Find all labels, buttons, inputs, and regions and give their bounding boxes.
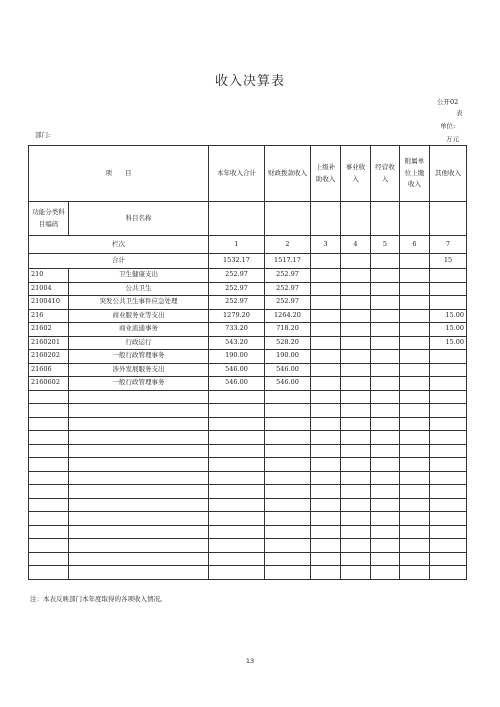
header-other: 其他收入 xyxy=(430,146,467,202)
total-label: 合计 xyxy=(29,254,209,269)
row-code: 2160202 xyxy=(29,350,69,364)
column-number: 7 xyxy=(430,236,467,254)
column-number: 1 xyxy=(209,236,265,254)
empty-row xyxy=(29,485,467,499)
empty-row xyxy=(29,539,467,553)
row-total-income: 733.20 xyxy=(209,323,265,337)
row-other-income xyxy=(430,282,467,296)
column-number: 5 xyxy=(371,236,400,254)
empty-row xyxy=(29,498,467,512)
row-subject-name: 公共卫生 xyxy=(69,282,209,296)
header-business: 事业收入 xyxy=(341,146,371,202)
form-suffix: 表 xyxy=(456,109,463,117)
empty-row xyxy=(29,512,467,526)
column-number: 3 xyxy=(311,236,341,254)
table-row xyxy=(29,296,467,310)
header-operating: 经营收入 xyxy=(371,146,400,202)
empty-row xyxy=(29,417,467,431)
row-fiscal-income: 252.97 xyxy=(265,269,311,283)
row-fiscal-income: 252.97 xyxy=(265,296,311,310)
table-row xyxy=(29,336,467,350)
row-total-income: 190.00 xyxy=(209,350,265,364)
row-total-income: 546.00 xyxy=(209,377,265,391)
header-superior: 上级补助收入 xyxy=(311,146,341,202)
total-fiscal: 1517.17 xyxy=(265,254,311,269)
row-code: 21602 xyxy=(29,323,69,337)
row-other-income xyxy=(430,377,467,391)
empty-row xyxy=(29,566,467,580)
header-total: 本年收入合计 xyxy=(209,146,265,202)
empty-row xyxy=(29,431,467,445)
row-other-income: 15.00 xyxy=(430,309,467,323)
row-total-income: 1279.20 xyxy=(209,309,265,323)
table-row xyxy=(29,377,467,391)
column-order-label: 栏次 xyxy=(29,236,209,254)
page-title: 收入决算表 xyxy=(214,74,285,89)
empty-row xyxy=(29,525,467,539)
row-subject-name: 行政运行 xyxy=(69,336,209,350)
table-row xyxy=(29,323,467,337)
table-row xyxy=(29,309,467,323)
empty-row xyxy=(29,390,467,404)
row-other-income: 15.00 xyxy=(430,336,467,350)
row-code: 2100410 xyxy=(29,296,69,310)
row-other-income xyxy=(430,363,467,377)
row-fiscal-income: 252.97 xyxy=(265,282,311,296)
row-subject-name: 一般行政管理事务 xyxy=(69,377,209,391)
row-code: 2160602 xyxy=(29,377,69,391)
form-code: 公开02 xyxy=(437,98,459,106)
total-income: 1532.17 xyxy=(209,254,265,269)
row-subject-name: 突发公共卫生事件应急处理 xyxy=(69,296,209,310)
row-fiscal-income: 718.20 xyxy=(265,323,311,337)
header-func-code: 功能分类科目编码 xyxy=(29,202,69,236)
total-other: 15 xyxy=(430,254,467,269)
row-fiscal-income: 546.00 xyxy=(265,377,311,391)
row-total-income: 546.00 xyxy=(209,363,265,377)
empty-row xyxy=(29,444,467,458)
column-number: 6 xyxy=(400,236,430,254)
unit-value: 万元 xyxy=(446,135,459,143)
header-item: 项 目 xyxy=(29,146,209,202)
income-table xyxy=(28,145,467,580)
row-total-income: 252.97 xyxy=(209,296,265,310)
column-number-row xyxy=(29,236,467,254)
row-other-income xyxy=(430,296,467,310)
table-row xyxy=(29,282,467,296)
empty-row xyxy=(29,404,467,418)
row-subject-name: 一般行政管理事务 xyxy=(69,350,209,364)
row-total-income: 252.97 xyxy=(209,269,265,283)
page-number: 13 xyxy=(245,657,255,665)
table-row xyxy=(29,269,467,283)
row-fiscal-income: 546.00 xyxy=(265,363,311,377)
table-note: 注：本表反映部门本年度取得的各项收入情况。 xyxy=(30,595,167,603)
row-other-income xyxy=(430,350,467,364)
row-subject-name: 涉外发展服务支出 xyxy=(69,363,209,377)
row-code: 216 xyxy=(29,309,69,323)
dept-label: 部门: xyxy=(35,131,51,139)
total-row xyxy=(29,254,467,269)
row-total-income: 252.97 xyxy=(209,282,265,296)
row-other-income xyxy=(430,269,467,283)
header-affiliated: 附属单位上缴收入 xyxy=(400,146,430,202)
header-subject-name: 科目名称 xyxy=(69,202,209,236)
row-fiscal-income: 190.00 xyxy=(265,350,311,364)
column-number: 4 xyxy=(341,236,371,254)
table-row xyxy=(29,350,467,364)
row-code: 2160201 xyxy=(29,336,69,350)
header-fiscal: 财政拨款收入 xyxy=(265,146,311,202)
row-fiscal-income: 528.20 xyxy=(265,336,311,350)
row-fiscal-income: 1264.20 xyxy=(265,309,311,323)
row-total-income: 543.20 xyxy=(209,336,265,350)
row-other-income: 15.00 xyxy=(430,323,467,337)
table-row xyxy=(29,363,467,377)
empty-row xyxy=(29,458,467,472)
row-code: 21004 xyxy=(29,282,69,296)
row-code: 21606 xyxy=(29,363,69,377)
empty-row xyxy=(29,471,467,485)
empty-row xyxy=(29,552,467,566)
row-code: 210 xyxy=(29,269,69,283)
row-subject-name: 卫生健康支出 xyxy=(69,269,209,283)
unit-label: 单位: xyxy=(440,122,456,130)
row-subject-name: 商业流通事务 xyxy=(69,323,209,337)
row-subject-name: 商业服务业等支出 xyxy=(69,309,209,323)
column-number: 2 xyxy=(265,236,311,254)
